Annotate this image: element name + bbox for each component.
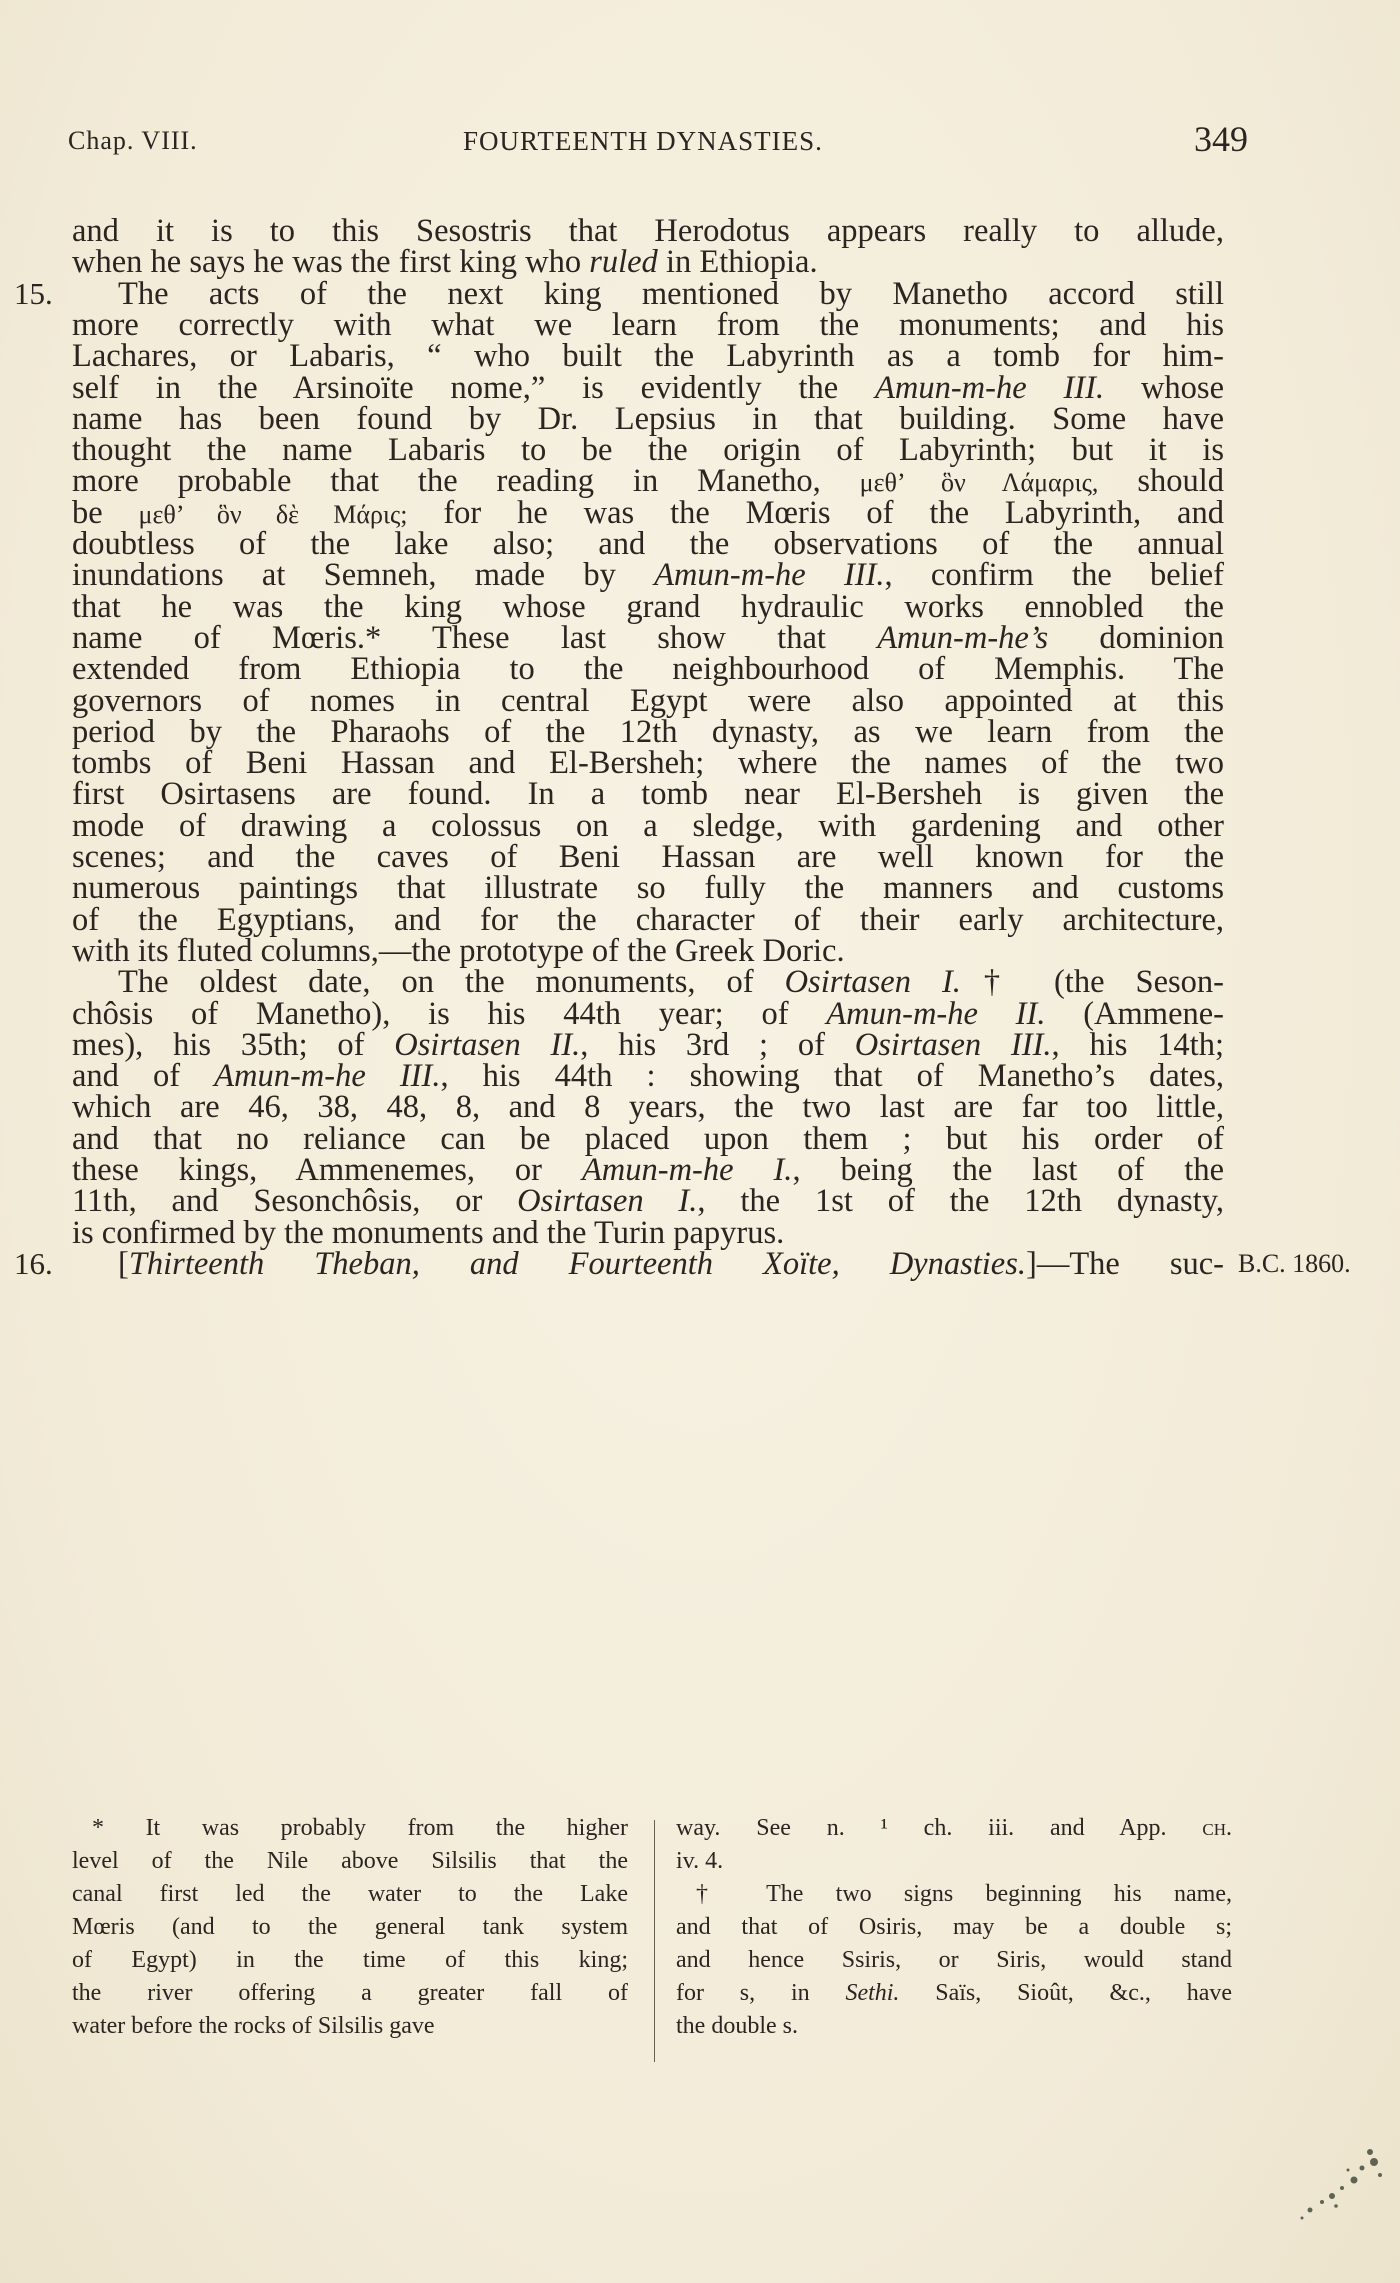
text-run: and of bbox=[72, 1058, 215, 1095]
footnotes bbox=[0, 1812, 1400, 2072]
text-run: for he was the Mœris of the Labyrinth, and bbox=[407, 494, 1224, 531]
text-run: The acts of the next king mentioned by Manetho accord still bbox=[118, 275, 1224, 312]
text-run: The oldest date, on the monuments, of bbox=[118, 964, 785, 1001]
text-run: doubtless of the lake also; and the observations of the annual bbox=[72, 526, 1224, 562]
text-run: † The two signs beginning his name, bbox=[696, 1881, 1232, 1907]
text-run: numerous paintings that illustrate so fully the manners and customs bbox=[72, 870, 1224, 907]
text-run: 11th, and Sesonchôsis, or bbox=[72, 1183, 518, 1220]
italic-text: Osirtasen I. bbox=[517, 1183, 698, 1220]
text-run: in Ethiopia. bbox=[657, 244, 818, 281]
text-run: more probable that the reading in Manetho, bbox=[72, 463, 860, 500]
italic-text: Sethi. bbox=[845, 1980, 900, 2006]
text-run: more correctly with what we learn from the monuments; and his bbox=[72, 306, 1224, 343]
running-title: FOURTEENTH DYNASTIES. bbox=[463, 126, 823, 156]
text-run: and that no reliance can be placed upon them ; but his order of bbox=[72, 1120, 1224, 1157]
text-run: first Osirtasens are found. In a tomb near El-Bersheh is given the bbox=[72, 776, 1224, 813]
text-run: † (the Seson- bbox=[960, 964, 1224, 1001]
text-run: inundations at Semneh, made by bbox=[72, 557, 655, 594]
text-run: and it is to this Sesostris that Herodotus appears really to allude, bbox=[72, 213, 1224, 249]
footnote-line bbox=[676, 1977, 1232, 2010]
text-run: , his 3rd ; of bbox=[580, 1026, 855, 1063]
italic-text: Thirteenth Theban, and Fourteenth Xoïte, Dynasties. bbox=[128, 1245, 1026, 1282]
text-run: when he says he was the first king who bbox=[72, 244, 590, 281]
text-run: , the 1st of the 12th dynasty, bbox=[697, 1183, 1224, 1220]
text-run: extended from Ethiopia to the neighbourhood of Memphis. The bbox=[72, 651, 1224, 688]
text-run: of the Egyptians, and for the character of their early architecture, bbox=[72, 901, 1224, 938]
text-run: iv. 4. bbox=[676, 1848, 724, 1874]
footnote-line: of Egypt) in the time of this king; bbox=[72, 1947, 628, 1973]
text-run: dominion bbox=[1048, 619, 1224, 656]
text-run: governors of nomes in central Egypt were also appointed at this bbox=[72, 682, 1224, 719]
text-run: , his 14th; bbox=[1051, 1026, 1224, 1063]
text-run: mes), his 35th; of bbox=[72, 1026, 395, 1063]
footnote-column-left bbox=[72, 1812, 628, 2043]
text-run: , confirm the belief bbox=[884, 557, 1224, 594]
footnote-line bbox=[676, 1812, 1232, 1845]
ink-smudge bbox=[1262, 2140, 1392, 2230]
text-run: (Ammene- bbox=[1045, 995, 1224, 1032]
text-run: [ bbox=[118, 1245, 129, 1282]
text-run: way. See n. ¹ ch. iii. and App. bbox=[676, 1815, 1203, 1841]
page-number: 349 bbox=[1194, 119, 1248, 159]
italic-text: Osirtasen II. bbox=[394, 1026, 581, 1063]
text-run: whose bbox=[1104, 369, 1224, 406]
italic-text: Amun-m-he III. bbox=[654, 557, 885, 594]
text-run: for s, in bbox=[676, 1980, 846, 2006]
text-run: , being the last of the bbox=[792, 1152, 1225, 1188]
italic-text: Osirtasen III. bbox=[854, 1026, 1052, 1063]
text-run: ]—The suc- bbox=[1026, 1245, 1224, 1282]
italic-text: ruled bbox=[589, 244, 658, 281]
text-run: period by the Pharaohs of the 12th dynasty, as we learn from the bbox=[72, 713, 1224, 750]
section-number: 15. bbox=[14, 275, 53, 311]
footnote-line: water before the rocks of Silsilis gave bbox=[72, 2013, 435, 2039]
text-run: Saïs, Sioût, &c., have bbox=[899, 1980, 1232, 2006]
footnote-line: the river offering a greater fall of bbox=[72, 1980, 628, 2006]
italic-text: Amun-m-he III. bbox=[214, 1058, 441, 1095]
text-run: be bbox=[72, 494, 139, 531]
text-run: these kings, Ammenemes, or bbox=[72, 1152, 582, 1188]
italic-text: Amun-m-he III. bbox=[875, 369, 1105, 406]
text-run: , his 44th : showing that of Manetho’s dates, bbox=[440, 1058, 1224, 1095]
text-run: thought the name Labaris to be the origin of Labyrinth; but it is bbox=[72, 432, 1224, 469]
footnote-line bbox=[676, 1845, 1232, 1878]
text-run: and that of Osiris, may be a double s; bbox=[676, 1914, 1232, 1940]
text-run: name of Mœris.* These last show that bbox=[72, 619, 878, 656]
italic-text: Amun-m-he II. bbox=[826, 995, 1046, 1032]
footnote-line bbox=[676, 2010, 1232, 2043]
text-run: scenes; and the caves of Beni Hassan are well known for the bbox=[72, 839, 1224, 875]
chapter-label: Chap. VIII. bbox=[68, 126, 198, 155]
footnote-line: canal first led the water to the Lake bbox=[72, 1881, 628, 1907]
text-run: chôsis of Manetho), is his 44th year; of bbox=[72, 995, 827, 1032]
text-run: tombs of Beni Hassan and El-Bersheh; where the names of the two bbox=[72, 745, 1224, 782]
footnote-line: level of the Nile above Silsilis that the bbox=[72, 1848, 628, 1874]
text-line bbox=[118, 1241, 1224, 1287]
footnote-line bbox=[676, 1911, 1232, 1944]
text-run: name has been found by Dr. Lepsius in that building. Some have bbox=[72, 400, 1224, 437]
footnote-line bbox=[676, 1878, 1232, 1911]
text-run: self in the Arsinoïte nome,” is evidently the bbox=[72, 369, 876, 406]
running-header bbox=[68, 118, 1248, 168]
text-run: with its fluted columns,—the prototype of the Greek Doric. bbox=[72, 932, 845, 969]
text-run: ch. bbox=[1202, 1815, 1232, 1841]
text-run: and hence Ssiris, or Siris, would stand bbox=[676, 1947, 1232, 1973]
text-run: mode of drawing a colossus on a sledge, with gardening and other bbox=[72, 807, 1224, 844]
greek-text: μεθ’ ὃν δὲ Μάρις; bbox=[138, 499, 408, 529]
footnote-divider bbox=[654, 1820, 655, 2062]
text-run: which are 46, 38, 48, 8, and 8 years, the two last are far too little, bbox=[72, 1089, 1224, 1126]
footnote-line: Mœris (and to the general tank system bbox=[72, 1914, 628, 1940]
italic-text: Amun-m-he I. bbox=[581, 1152, 793, 1188]
italic-text: Amun-m-he’s bbox=[877, 619, 1049, 656]
section-number: 16. bbox=[14, 1245, 53, 1281]
margin-date: B.C. 1860. bbox=[1238, 1248, 1351, 1278]
text-run: the double s. bbox=[676, 2013, 798, 2039]
text-run: should bbox=[1098, 463, 1224, 500]
footnote-column-right bbox=[676, 1812, 1232, 2043]
greek-text: μεθ’ ὃν Λάμαρις, bbox=[859, 468, 1099, 498]
text-run: that he was the king whose grand hydraulic works ennobled the bbox=[72, 588, 1224, 625]
text-run: is confirmed by the monuments and the Turin papyrus. bbox=[72, 1214, 785, 1251]
text-run: Lachares, or Labaris, “ who built the Labyrinth as a tomb for him- bbox=[72, 338, 1224, 375]
italic-text: Osirtasen I. bbox=[784, 964, 961, 1001]
footnote-line: * It was probably from the higher bbox=[92, 1815, 628, 1841]
footnote-line bbox=[676, 1944, 1232, 1977]
